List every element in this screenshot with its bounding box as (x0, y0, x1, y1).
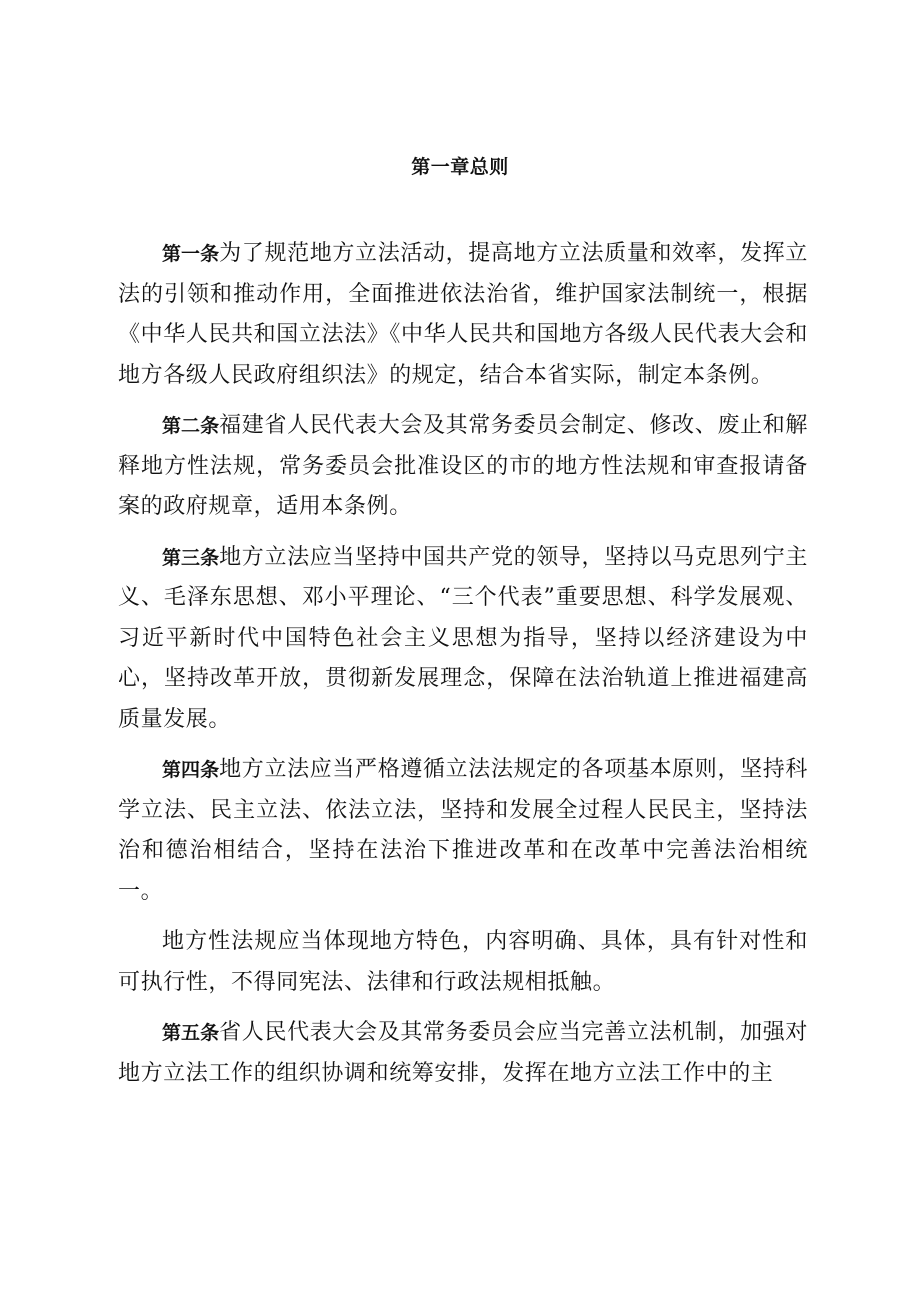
article-2-paragraph (118, 406, 808, 528)
article-text: 为了规范地方立法活动，提高地方立法质量和效率，发挥立法的引领和推动作用，全面推进依法治省，维护国家法制统一，根据《中华人民共和国立法法》《中华人民共和国地方各级人民代表大会和地方各级人民政府组织法》的规定，结合本省实际，制定本条例。 (118, 241, 808, 388)
chapter-title: 第一章总则 (411, 156, 509, 178)
article-number: 第一条 (162, 243, 220, 265)
article-number: 第五条 (162, 1022, 220, 1044)
article-4-paragraph (118, 750, 808, 912)
article-text: 地方立法应当严格遵循立法法规定的各项基本原则，坚持科学立法、民主立法、依法立法，坚持和发展全过程人民民主，坚持法治和德治相结合，坚持在法治下推进改革和在改革中完善法治相统一。 (118, 757, 808, 904)
article-text: 省人民代表大会及其常务委员会应当完善立法机制，加强对地方立法工作的组织协调和统筹安排，发挥在地方立法工作中的主 (118, 1020, 808, 1086)
article-number: 第二条 (162, 415, 220, 437)
article-number: 第四条 (162, 759, 220, 781)
article-text: 地方立法应当坚持中国共产党的领导，坚持以马克思列宁主义、毛泽东思想、邓小平理论、“三个代表”重要思想、科学发展观、习近平新时代中国特色社会主义思想为指导，坚持以经济建设为中心，坚持改革开放，贯彻新发展理念，保障在法治轨道上推进福建高质量发展。 (118, 544, 808, 732)
article-5-paragraph (118, 1013, 808, 1094)
article-text: 地方性法规应当体现地方特色，内容明确、具体，具有针对性和可执行性，不得同宪法、法律和行政法规相抵触。 (118, 929, 808, 995)
document-body (118, 234, 808, 1094)
article-4-continuation-paragraph (118, 922, 808, 1003)
article-1-paragraph (118, 234, 808, 396)
article-3-paragraph (118, 538, 808, 741)
article-text: 福建省人民代表大会及其常务委员会制定、修改、废止和解释地方性法规，常务委员会批准设区的市的地方性法规和审查报请备案的政府规章，适用本条例。 (118, 413, 808, 519)
article-number: 第三条 (162, 546, 220, 569)
